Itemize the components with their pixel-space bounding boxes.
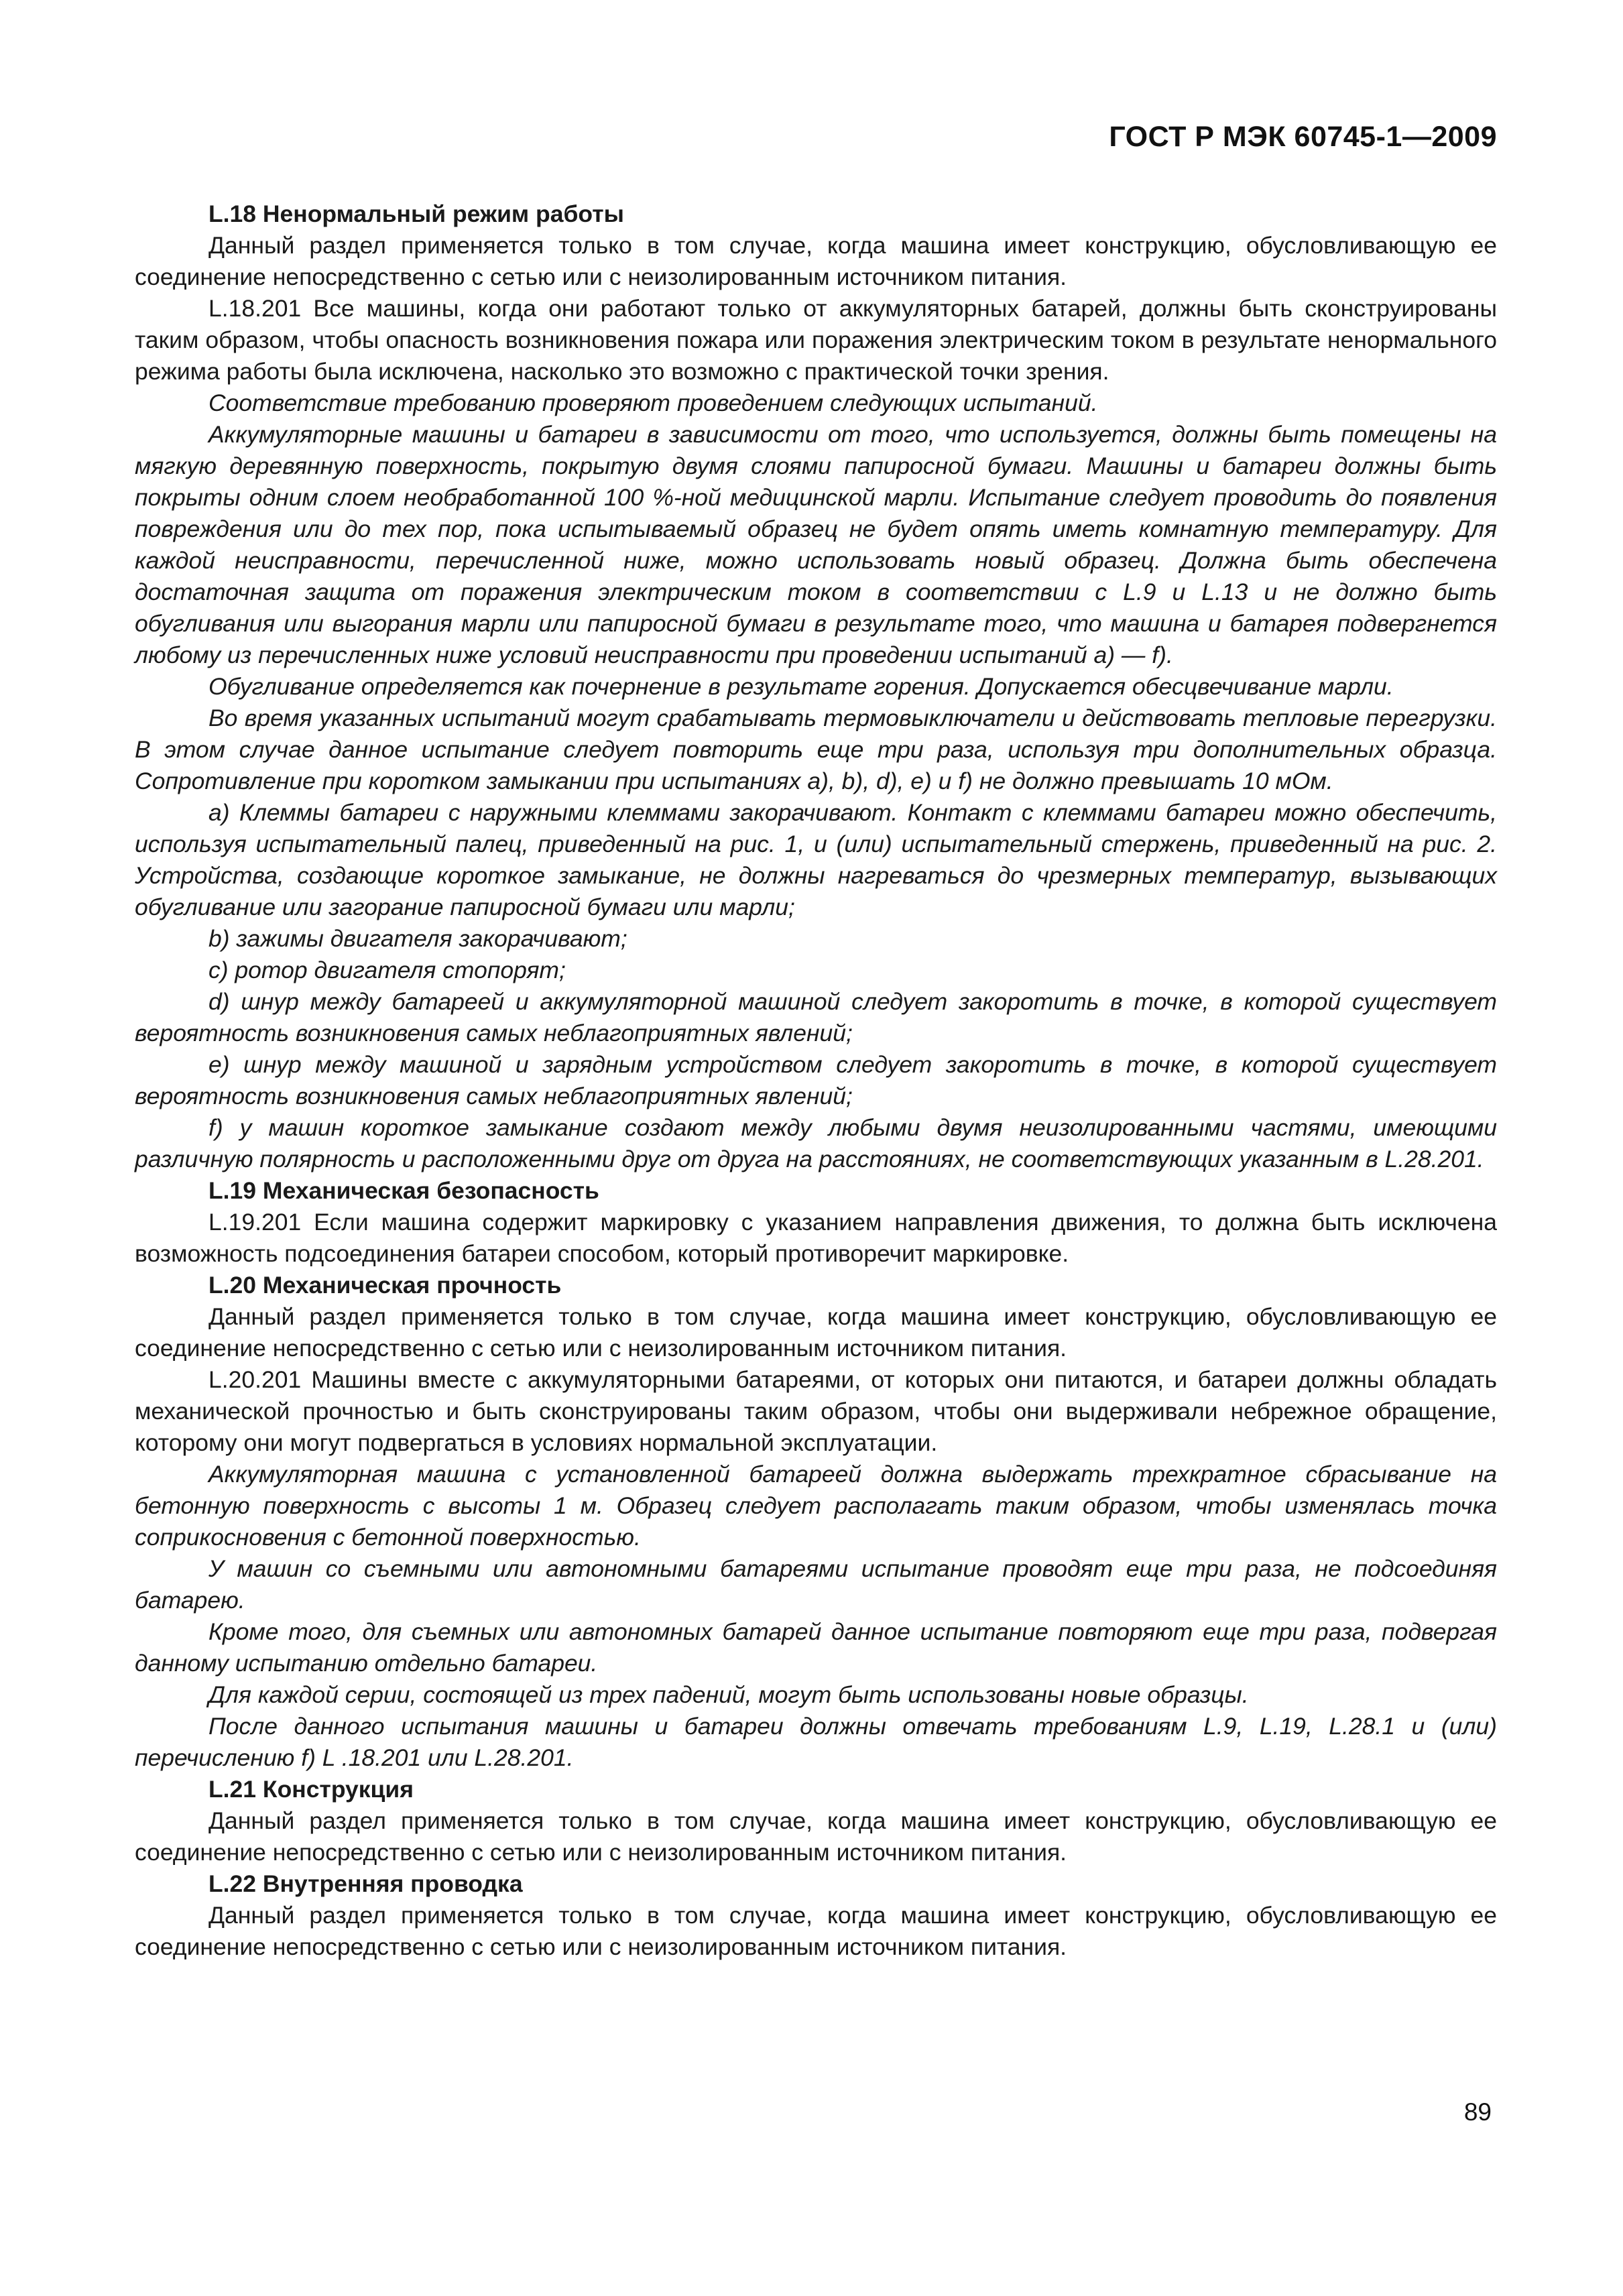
paragraph: L.20.201 Машины вместе с аккумуляторными батареями, от которых они питаются, и батареи должны обладать механической прочностью и быть сконструированы таким образом, чтобы они выдерживали небрежное обращение, которому они могут подвергаться в условиях нормальной эксплуатации.: [135, 1366, 1497, 1456]
list-item-a: a) Клеммы батареи с наружными клеммами закорачивают. Контакт с клеммами батареи можно обеспечить, используя испытательный палец, приведенный на рис. 1, и (или) испытательный стержень, приведенный на рис. 2. Устройства, создающие короткое замыкание, не должны нагреваться до чрезмерных температур, вызывающих обугливание или загорание папиросной бумаги или марли;: [135, 799, 1497, 920]
italic-paragraph: Кроме того, для съемных или автономных батарей данное испытание повторяют еще три раза, подвергая данному испытанию отдельно батареи.: [135, 1618, 1497, 1677]
section-heading-l20: L.20 Механическая прочность: [208, 1272, 562, 1298]
section-heading-l19: L.19 Механическая безопасность: [208, 1177, 599, 1204]
paragraph: Данный раздел применяется только в том случае, когда машина имеет конструкцию, обусловливающую ее соединение непосредственно с сетью или с неизолированным источником питания.: [135, 1807, 1497, 1866]
section-heading-l22: L.22 Внутренняя проводка: [208, 1870, 523, 1897]
paragraph: Данный раздел применяется только в том случае, когда машина имеет конструкцию, обусловливающую ее соединение непосредственно с сетью или с неизолированным источником питания.: [135, 1303, 1497, 1362]
list-item-b: b) зажимы двигателя закорачивают;: [208, 925, 627, 952]
italic-paragraph: Обугливание определяется как почернение в результате горения. Допускается обесцвечивание марли.: [208, 673, 1394, 700]
italic-paragraph: Для каждой серии, состоящей из трех падений, могут быть использованы новые образцы.: [208, 1681, 1249, 1708]
page-number: 89: [1463, 2098, 1492, 2126]
section-heading-l18: L.18 Ненормальный режим работы: [208, 200, 624, 227]
paragraph: L.18.201 Все машины, когда они работают только от аккумуляторных батарей, должны быть сконструированы таким образом, чтобы опасность возникновения пожара или поражения электрическим током в результате ненормального режима работы была исключена, насколько это возможно с практической точки зрения.: [135, 295, 1497, 385]
paragraph: Данный раздел применяется только в том случае, когда машина имеет конструкцию, обусловливающую ее соединение непосредственно с сетью или с неизолированным источником питания.: [135, 1902, 1497, 1960]
italic-paragraph: После данного испытания машины и батареи должны отвечать требованиям L.9, L.19, L.28.1 и (или) перечислению f) L .18.201 или L.28.201.: [135, 1713, 1497, 1771]
list-item-d: d) шнур между батареей и аккумуляторной машиной следует закоротить в точке, в которой существует вероятность возникновения самых неблагоприятных явлений;: [135, 988, 1497, 1046]
italic-paragraph: Аккумуляторные машины и батареи в зависимости от того, что используется, должны быть помещены на мягкую деревянную поверхность, покрытую двумя слоями папиросной бумаги. Машины и батареи должны быть покрыты одним слоем необработанной 100 %-ной медицинской марли. Испытание следует проводить до появления повреждения или до тех пор, пока испытываемый образец не будет опять иметь комнатную температуру. Для каждой неисправности, перечисленной ниже, можно использовать новый образец. Должна быть обеспечена достаточная защита от поражения электрическим током в соответствии с L.9 и L.13 и не должно быть обугливания или выгорания марли или папиросной бумаги в результате того, что машина и батарея подвергнется любому из перечисленных ниже условий неисправности при проведении испытаний a) — f).: [135, 421, 1497, 668]
italic-paragraph: Аккумуляторная машина с установленной батареей должна выдержать трехкратное сбрасывание на бетонную поверхность с высоты 1 м. Образец следует располагать таким образом, чтобы изменялась точка соприкосновения с бетонной поверхностью.: [135, 1461, 1497, 1551]
document-body: [135, 198, 1497, 1963]
section-heading-l21: L.21 Конструкция: [208, 1776, 414, 1803]
italic-paragraph: Во время указанных испытаний могут срабатывать термовыключатели и действовать тепловые перегрузки. В этом случае данное испытание следует повторить еще три раза, используя три дополнительных образца. Сопротивление при коротком замыкании при испытаниях a), b), d), e) и f) не должно превышать 10 мОм.: [135, 705, 1497, 794]
paragraph: L.19.201 Если машина содержит маркировку с указанием направления движения, то должна быть исключена возможность подсоединения батареи способом, который противоречит маркировке.: [135, 1209, 1497, 1267]
list-item-e: e) шнур между машиной и зарядным устройством следует закоротить в точке, в которой существует вероятность возникновения самых неблагоприятных явлений;: [135, 1051, 1497, 1109]
document-code-header: ГОСТ Р МЭК 60745-1—2009: [1109, 121, 1497, 153]
list-item-c: c) ротор двигателя стопорят;: [208, 957, 566, 983]
italic-paragraph: Соответствие требованию проверяют проведением следующих испытаний.: [208, 389, 1098, 416]
paragraph: Данный раздел применяется только в том случае, когда машина имеет конструкцию, обусловливающую ее соединение непосредственно с сетью или с неизолированным источником питания.: [135, 232, 1497, 290]
list-item-f: f) у машин короткое замыкание создают между любыми двумя неизолированными частями, имеющими различную полярность и расположенными друг от друга на расстояниях, не соответствующих указанным в L.28.201.: [135, 1114, 1497, 1172]
italic-paragraph: У машин со съемными или автономными батареями испытание проводят еще три раза, не подсоединяя батарею.: [135, 1555, 1497, 1614]
